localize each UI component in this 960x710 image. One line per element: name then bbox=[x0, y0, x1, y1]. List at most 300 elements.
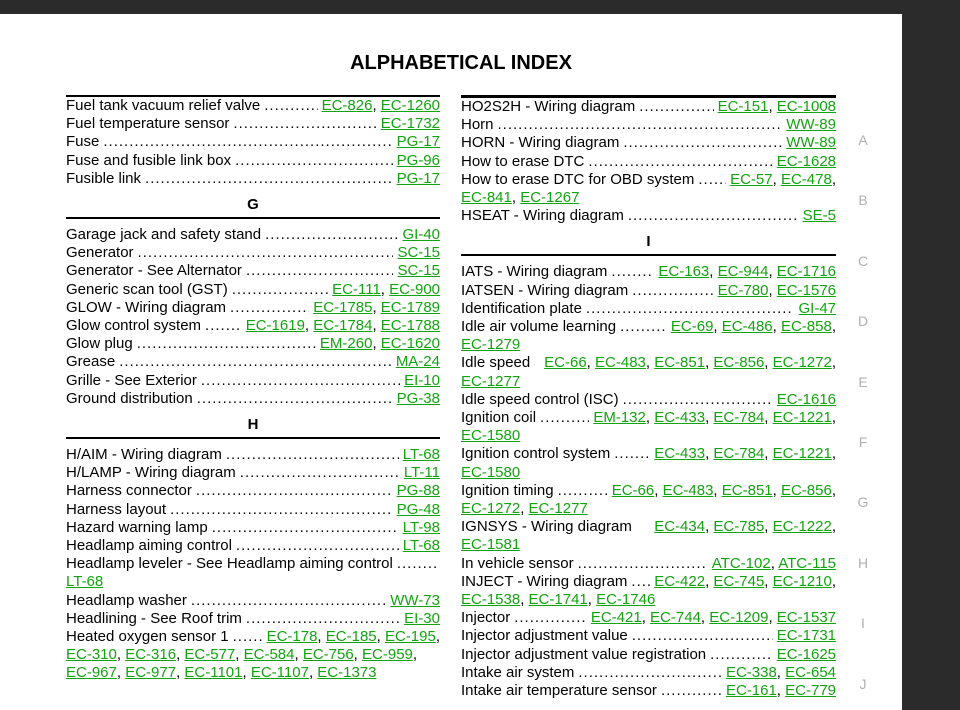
entry-label: Fuse and fusible link box bbox=[66, 151, 232, 169]
page-references: EC-69, EC-486, EC-858, bbox=[670, 318, 836, 336]
page-reference-link[interactable]: EC-1731 bbox=[776, 627, 836, 645]
page-references bbox=[777, 627, 836, 645]
page-references: EC-1785, EC-1789 bbox=[313, 298, 440, 316]
page-reference-link[interactable]: EC-486 bbox=[721, 318, 773, 336]
leader-dots bbox=[233, 115, 376, 133]
page-reference-link[interactable]: EC-977 bbox=[125, 664, 177, 682]
entry-label: IATS - Wiring diagram bbox=[461, 263, 608, 281]
page-reference-link[interactable]: EC-483 bbox=[662, 481, 714, 499]
page-reference-link[interactable]: SC-15 bbox=[397, 244, 440, 262]
page-references: ATC-102, ATC-115 bbox=[711, 554, 836, 572]
page-reference-link[interactable]: EI-30 bbox=[404, 609, 440, 627]
page-references bbox=[396, 353, 440, 371]
section-heading bbox=[461, 234, 836, 256]
page-reference-link[interactable]: EC-1741 bbox=[528, 591, 588, 609]
page-reference-link[interactable]: EC-69 bbox=[670, 318, 714, 336]
page-reference-link[interactable]: EC-1620 bbox=[380, 335, 440, 353]
leader-dots bbox=[212, 519, 399, 537]
leader-dots bbox=[145, 170, 393, 188]
page-references: EC-841, EC-1267 bbox=[461, 189, 580, 207]
index-entry bbox=[461, 207, 836, 225]
entry-label: Intake air system bbox=[461, 663, 575, 681]
page-reference-link[interactable]: EC-856 bbox=[780, 481, 832, 499]
page-references: EC-163, EC-944, EC-1716 bbox=[658, 263, 836, 281]
page-reference-link[interactable]: EC-900 bbox=[389, 280, 440, 298]
page-reference-link[interactable]: EC-779 bbox=[785, 682, 836, 700]
page-reference-link[interactable]: EC-1538 bbox=[461, 591, 521, 609]
page-reference-link[interactable]: EC-1788 bbox=[380, 317, 440, 335]
page-reference-link[interactable]: WW-89 bbox=[786, 134, 836, 152]
page-reference-link[interactable]: EC-745 bbox=[713, 572, 765, 590]
index-entry-continuation bbox=[461, 373, 836, 391]
entry-label: Injector bbox=[461, 609, 511, 627]
page-reference-link[interactable]: EC-1537 bbox=[776, 609, 836, 627]
page-references: EC-422, EC-745, EC-1210, bbox=[654, 572, 836, 590]
page-reference-link[interactable]: EC-1107 bbox=[250, 664, 309, 682]
page-reference-link[interactable]: EC-851 bbox=[654, 354, 706, 372]
page-references bbox=[403, 519, 440, 537]
index-entry bbox=[66, 353, 440, 371]
page-reference-link[interactable]: EC-1625 bbox=[776, 645, 836, 663]
entry-label: Injector adjustment value bbox=[461, 627, 628, 645]
page-reference-link[interactable]: EC-316 bbox=[125, 646, 177, 664]
leader-dots bbox=[235, 152, 393, 170]
page-reference-link[interactable]: EM-260 bbox=[319, 335, 373, 353]
page-reference-link[interactable]: EC-66 bbox=[611, 481, 655, 499]
leader-dots bbox=[232, 281, 328, 299]
page-reference-link[interactable]: EC-1101 bbox=[184, 664, 243, 682]
page-references bbox=[798, 300, 836, 318]
page-reference-link[interactable]: EC-1210 bbox=[772, 572, 832, 590]
page-references bbox=[404, 372, 440, 390]
page-reference-link[interactable]: EC-577 bbox=[184, 646, 236, 664]
index-entry bbox=[461, 482, 836, 500]
page-reference-link[interactable]: EC-1746 bbox=[596, 591, 656, 609]
page-reference-link[interactable]: PG-88 bbox=[396, 482, 440, 500]
leader-dots bbox=[578, 664, 722, 682]
entry-label: Ignition timing bbox=[461, 481, 554, 499]
page-references bbox=[397, 390, 440, 408]
page-reference-link[interactable]: EC-421 bbox=[590, 609, 642, 627]
section-tab-letter[interactable]: E bbox=[858, 373, 868, 390]
index-entry bbox=[461, 98, 836, 116]
entry-label: Horn bbox=[461, 116, 494, 134]
entry-label: How to erase DTC for OBD system bbox=[461, 170, 695, 188]
index-entry bbox=[66, 372, 440, 390]
leader-dots bbox=[233, 628, 263, 646]
page-references bbox=[777, 391, 836, 409]
page-reference-link[interactable]: EC-584 bbox=[243, 646, 295, 664]
page-references: EC-151, EC-1008 bbox=[717, 98, 836, 115]
page-reference-link[interactable]: EC-1373 bbox=[317, 664, 377, 682]
page-references: EC-421, EC-744, EC-1209, EC-1537 bbox=[590, 609, 836, 627]
leader-dots bbox=[586, 300, 795, 318]
index-entry-continuation bbox=[461, 464, 836, 482]
leader-dots bbox=[614, 445, 650, 463]
page-references: EC-1538, EC-1741, EC-1746 bbox=[461, 591, 656, 609]
page-reference-link[interactable]: EC-654 bbox=[785, 663, 836, 681]
entry-label: Ignition coil bbox=[461, 409, 537, 427]
entry-label: Fuse bbox=[66, 133, 100, 151]
page-reference-link[interactable]: EC-851 bbox=[721, 481, 773, 499]
page-reference-link[interactable]: EC-1222 bbox=[772, 518, 832, 536]
page-references bbox=[461, 427, 520, 444]
page-references bbox=[402, 226, 440, 244]
section-tab-letter[interactable]: C bbox=[857, 252, 869, 269]
index-entry bbox=[461, 627, 836, 645]
index-column-left bbox=[66, 95, 440, 683]
entry-label: Idle air volume learning bbox=[461, 318, 617, 336]
leader-dots bbox=[205, 317, 242, 335]
entry-label: HSEAT - Wiring diagram bbox=[461, 207, 624, 225]
entry-label: Ignition control system bbox=[461, 445, 611, 463]
entry-label: Headlamp leveler - See Headlamp aiming control bbox=[66, 555, 393, 573]
page-references: EC-57, EC-478, bbox=[730, 170, 836, 188]
page-reference-link[interactable]: EC-780 bbox=[717, 281, 769, 299]
leader-dots bbox=[196, 482, 393, 500]
page-reference-link[interactable]: EC-433 bbox=[654, 409, 706, 427]
leader-dots bbox=[661, 682, 722, 700]
page-reference-link[interactable]: EC-161 bbox=[725, 682, 777, 700]
index-entry bbox=[66, 501, 440, 519]
page-reference-link[interactable]: EC-1580 bbox=[461, 427, 521, 445]
page-reference-link[interactable]: PG-38 bbox=[396, 389, 440, 407]
index-entry bbox=[461, 409, 836, 427]
page-reference-link[interactable]: EC-185 bbox=[325, 628, 377, 646]
index-entry bbox=[66, 133, 440, 151]
index-entry bbox=[461, 555, 836, 573]
page-reference-link[interactable]: EC-478 bbox=[780, 170, 832, 188]
section-tab-letter[interactable]: I bbox=[861, 615, 865, 632]
page-reference-link[interactable]: ATC-115 bbox=[778, 554, 836, 572]
index-entry-continuation bbox=[66, 573, 440, 591]
index-entry bbox=[461, 682, 836, 700]
page-reference-link[interactable]: LT-68 bbox=[66, 573, 104, 591]
viewer-top-bar bbox=[0, 0, 960, 14]
entry-label: IATSEN - Wiring diagram bbox=[461, 281, 629, 299]
section-tab-letter[interactable]: G bbox=[857, 494, 869, 511]
page-reference-link[interactable]: WW-89 bbox=[786, 116, 836, 134]
page-reference-link[interactable]: EI-10 bbox=[404, 371, 440, 389]
section-tab-letter[interactable]: H bbox=[857, 554, 869, 571]
entry-label: H/LAMP - Wiring diagram bbox=[66, 464, 236, 482]
leader-dots bbox=[588, 153, 772, 171]
index-entry-continuation bbox=[66, 664, 440, 682]
entry-label: Idle speed control (ISC) bbox=[461, 390, 619, 408]
leader-dots bbox=[170, 501, 393, 519]
page-reference-link[interactable]: EC-1277 bbox=[528, 500, 588, 518]
page-reference-link[interactable]: EC-826 bbox=[321, 97, 373, 114]
index-entry bbox=[66, 317, 440, 335]
page-reference-link[interactable]: EC-1221 bbox=[772, 409, 832, 427]
index-entry bbox=[461, 300, 836, 318]
page-references: EC-434, EC-785, EC-1222, bbox=[654, 518, 836, 536]
page-reference-link[interactable]: EC-959 bbox=[362, 646, 413, 664]
page-reference-link[interactable]: ATC-102 bbox=[711, 554, 771, 572]
page-reference-link[interactable]: LT-68 bbox=[402, 537, 440, 555]
page-reference-link[interactable]: EC-1260 bbox=[380, 97, 440, 114]
leader-dots bbox=[628, 207, 799, 225]
page-reference-link[interactable]: EC-422 bbox=[654, 572, 706, 590]
page-references: EC-338, EC-654 bbox=[725, 663, 836, 681]
index-entry bbox=[66, 335, 440, 353]
page-reference-link[interactable]: MA-24 bbox=[395, 353, 440, 371]
index-entry bbox=[66, 244, 440, 262]
index-entry bbox=[461, 116, 836, 134]
document-page bbox=[0, 14, 902, 710]
index-entry bbox=[461, 518, 836, 536]
page-references: EC-826, EC-1260 bbox=[321, 97, 440, 114]
page-references bbox=[397, 262, 440, 280]
page-reference-link[interactable]: EC-756 bbox=[302, 646, 354, 664]
page-reference-link[interactable]: EC-967 bbox=[66, 664, 117, 682]
page-references bbox=[381, 115, 440, 133]
page-reference-link[interactable]: EC-1209 bbox=[709, 609, 769, 627]
leader-dots bbox=[236, 537, 399, 555]
leader-dots bbox=[623, 391, 773, 409]
page-reference-link[interactable]: EC-111 bbox=[332, 280, 381, 298]
entry-label: Garage jack and safety stand bbox=[66, 226, 262, 244]
page-reference-link[interactable]: SC-15 bbox=[397, 262, 440, 280]
page-reference-link[interactable]: EC-433 bbox=[654, 445, 706, 463]
page-reference-link[interactable]: EC-785 bbox=[713, 518, 765, 536]
page-reference-link[interactable]: EC-1279 bbox=[461, 336, 521, 354]
entry-label: Headlining - See Roof trim bbox=[66, 609, 242, 627]
index-entry bbox=[66, 537, 440, 555]
entry-label: Headlamp aiming control bbox=[66, 537, 232, 555]
section-tab-letter[interactable]: D bbox=[857, 313, 869, 330]
leader-dots bbox=[514, 609, 587, 627]
page-references: EM-260, EC-1620 bbox=[319, 335, 440, 353]
leader-dots bbox=[620, 318, 667, 336]
leader-dots bbox=[246, 610, 400, 628]
leader-dots bbox=[264, 97, 317, 115]
page-reference-link[interactable]: EC-1616 bbox=[776, 390, 836, 408]
page-references bbox=[390, 592, 440, 610]
page-references bbox=[777, 153, 836, 171]
page-references: EC-178, EC-185, EC-195, bbox=[266, 628, 440, 646]
index-entry bbox=[461, 171, 836, 189]
leader-dots bbox=[246, 262, 394, 280]
page-reference-link[interactable]: EC-66 bbox=[544, 354, 587, 372]
entry-label: INJECT - Wiring diagram bbox=[461, 572, 628, 590]
page-reference-link[interactable]: EC-784 bbox=[713, 445, 765, 463]
page-reference-link[interactable]: EC-1789 bbox=[380, 298, 440, 316]
entry-label: Harness connector bbox=[66, 482, 192, 500]
entry-label: Grease bbox=[66, 353, 116, 371]
leader-dots bbox=[103, 133, 392, 151]
index-entry-continuation bbox=[66, 646, 440, 664]
leader-dots bbox=[710, 646, 773, 664]
page-references bbox=[66, 573, 103, 590]
page-references bbox=[397, 133, 440, 151]
leader-dots bbox=[698, 171, 726, 189]
index-entry bbox=[66, 170, 440, 188]
page-reference-link[interactable]: EC-483 bbox=[595, 354, 646, 372]
index-entry bbox=[66, 262, 440, 280]
index-entry bbox=[66, 299, 440, 317]
page-reference-link[interactable]: EC-434 bbox=[654, 518, 706, 536]
page-reference-link[interactable]: PG-48 bbox=[396, 500, 440, 518]
page-reference-link[interactable]: EC-338 bbox=[725, 663, 777, 681]
page-reference-link[interactable]: EC-57 bbox=[730, 170, 773, 188]
leader-dots bbox=[230, 299, 309, 317]
index-entry-continuation bbox=[461, 500, 836, 518]
page-reference-link[interactable]: EC-178 bbox=[266, 628, 318, 646]
page-references bbox=[777, 646, 836, 664]
entry-label: Grille - See Exterior bbox=[66, 371, 197, 389]
section-letter: G bbox=[247, 196, 259, 214]
index-entry bbox=[66, 519, 440, 537]
section-letter: I bbox=[646, 233, 651, 251]
leader-dots bbox=[639, 98, 713, 116]
page-reference-link[interactable]: WW-73 bbox=[390, 591, 440, 609]
page-references bbox=[461, 336, 520, 353]
entry-label: IGNSYS - Wiring diagram bbox=[461, 518, 632, 536]
page-reference-link[interactable]: EC-841 bbox=[461, 189, 512, 207]
page-references: EC-967, EC-977, EC-1101, EC-1107, EC-1373 bbox=[66, 664, 377, 682]
page-references: EC-1619, EC-1784, EC-1788 bbox=[245, 317, 440, 335]
page-reference-link[interactable]: EC-195 bbox=[384, 628, 436, 646]
page-reference-link[interactable]: EC-944 bbox=[717, 263, 769, 281]
index-entry bbox=[461, 153, 836, 171]
page-reference-link[interactable]: EC-163 bbox=[658, 263, 710, 281]
page-reference-link[interactable]: EC-1581 bbox=[461, 536, 521, 554]
section-tab-letter[interactable]: B bbox=[858, 192, 868, 209]
page-reference-link[interactable]: EC-1732 bbox=[380, 115, 440, 133]
entry-label: GLOW - Wiring diagram bbox=[66, 298, 227, 316]
index-entry bbox=[66, 555, 440, 573]
entry-label: H/AIM - Wiring diagram bbox=[66, 446, 222, 464]
page-references bbox=[786, 116, 836, 134]
entry-label: Generator - See Alternator bbox=[66, 262, 242, 280]
page-references bbox=[461, 536, 520, 553]
page-title: ALPHABETICAL INDEX bbox=[350, 52, 572, 74]
entry-label: Harness layout bbox=[66, 500, 167, 518]
page-references: EC-1272, EC-1277 bbox=[461, 500, 588, 518]
entry-label: Headlamp washer bbox=[66, 591, 187, 609]
leader-dots bbox=[632, 282, 713, 300]
page-reference-link[interactable]: EC-856 bbox=[713, 354, 765, 372]
page-references: EC-780, EC-1576 bbox=[717, 281, 836, 299]
index-entry bbox=[461, 391, 836, 409]
leader-dots bbox=[240, 464, 400, 482]
section-tab-letter[interactable]: J bbox=[859, 675, 867, 692]
leader-dots bbox=[226, 446, 399, 464]
page-references: EC-161, EC-779 bbox=[725, 682, 836, 700]
page-reference-link[interactable]: EC-1272 bbox=[461, 500, 521, 518]
page-reference-link[interactable]: EC-1267 bbox=[520, 189, 580, 207]
index-entry bbox=[461, 318, 836, 336]
page-references bbox=[461, 373, 520, 390]
page-reference-link[interactable]: LT-98 bbox=[402, 518, 440, 536]
page-reference-link[interactable]: EC-1628 bbox=[776, 152, 836, 170]
leader-dots bbox=[201, 372, 400, 390]
page-reference-link[interactable]: EC-1576 bbox=[776, 281, 836, 299]
page-reference-link[interactable]: EC-784 bbox=[713, 409, 765, 427]
leader-dots bbox=[119, 353, 392, 371]
leader-dots bbox=[611, 263, 654, 281]
entry-label: In vehicle sensor bbox=[461, 554, 574, 572]
entry-label: Hazard warning lamp bbox=[66, 518, 208, 536]
entry-label: Generator bbox=[66, 244, 134, 262]
index-entry-continuation bbox=[461, 189, 836, 207]
section-heading bbox=[66, 417, 440, 439]
section-heading bbox=[66, 197, 440, 219]
page-references bbox=[404, 610, 440, 628]
leader-dots bbox=[632, 627, 773, 645]
page-reference-link[interactable]: EC-151 bbox=[717, 98, 769, 115]
page-reference-link[interactable]: EC-1277 bbox=[461, 372, 521, 390]
page-reference-link[interactable]: SE-5 bbox=[802, 207, 836, 225]
page-references: EC-433, EC-784, EC-1221, bbox=[654, 445, 836, 463]
entry-label: Idle speed bbox=[461, 354, 531, 372]
index-entry bbox=[461, 445, 836, 463]
index-entry bbox=[66, 446, 440, 464]
index-entry bbox=[461, 134, 836, 152]
page-reference-link[interactable]: EC-1784 bbox=[313, 317, 373, 335]
entry-label: Heated oxygen sensor 1 bbox=[66, 628, 229, 646]
page-reference-link[interactable]: EC-1221 bbox=[772, 445, 832, 463]
entry-label: Glow plug bbox=[66, 335, 133, 353]
index-entry-continuation bbox=[461, 336, 836, 354]
entry-label: HORN - Wiring diagram bbox=[461, 134, 620, 152]
entry-label: How to erase DTC bbox=[461, 152, 585, 170]
leader-dots bbox=[191, 592, 386, 610]
page-reference-link[interactable]: PG-17 bbox=[396, 133, 440, 151]
page-reference-link[interactable]: EM-132 bbox=[593, 409, 646, 427]
page-reference-link[interactable]: EC-1785 bbox=[313, 298, 373, 316]
index-entry bbox=[66, 592, 440, 610]
page-reference-link[interactable]: LT-11 bbox=[403, 464, 440, 482]
page-reference-link[interactable]: GI-47 bbox=[798, 299, 836, 317]
page-reference-link[interactable]: EC-858 bbox=[780, 318, 832, 336]
page-reference-link[interactable]: EC-1716 bbox=[776, 263, 836, 281]
page-reference-link[interactable]: PG-17 bbox=[396, 169, 440, 187]
index-entry bbox=[461, 354, 836, 372]
leader-dots bbox=[623, 134, 782, 152]
page-references bbox=[403, 446, 440, 464]
index-entry bbox=[461, 282, 836, 300]
page-references bbox=[403, 537, 440, 555]
page-reference-link[interactable]: EC-1008 bbox=[776, 98, 836, 115]
page-references bbox=[404, 464, 440, 482]
entry-label: HO2S2H - Wiring diagram bbox=[461, 98, 636, 115]
page-reference-link[interactable]: EC-1619 bbox=[245, 317, 305, 335]
index-entry bbox=[461, 646, 836, 664]
index-column-right bbox=[461, 95, 836, 700]
page-reference-link[interactable]: EC-744 bbox=[650, 609, 701, 627]
leader-dots bbox=[265, 226, 398, 244]
page-references bbox=[397, 482, 440, 500]
leader-dots bbox=[137, 335, 316, 353]
page-reference-link[interactable]: PG-96 bbox=[396, 151, 440, 169]
viewer-scroll-panel[interactable] bbox=[902, 0, 960, 710]
page-reference-link[interactable]: LT-68 bbox=[402, 446, 440, 464]
section-tab-letter[interactable]: F bbox=[858, 433, 868, 450]
index-entry-continuation bbox=[461, 536, 836, 554]
entry-label: Fuel temperature sensor bbox=[66, 115, 230, 133]
page-reference-link[interactable]: GI-40 bbox=[402, 226, 440, 244]
section-tab-letter[interactable]: A bbox=[858, 132, 868, 148]
leader-dots bbox=[540, 409, 589, 427]
index-entry bbox=[66, 281, 440, 299]
page-reference-link[interactable]: EC-310 bbox=[66, 646, 117, 664]
index-entry bbox=[66, 482, 440, 500]
page-reference-link[interactable]: EC-1272 bbox=[772, 354, 832, 372]
page-reference-link[interactable]: EC-1580 bbox=[461, 463, 521, 481]
page-references: EC-66, EC-483, EC-851, EC-856, bbox=[611, 481, 836, 499]
